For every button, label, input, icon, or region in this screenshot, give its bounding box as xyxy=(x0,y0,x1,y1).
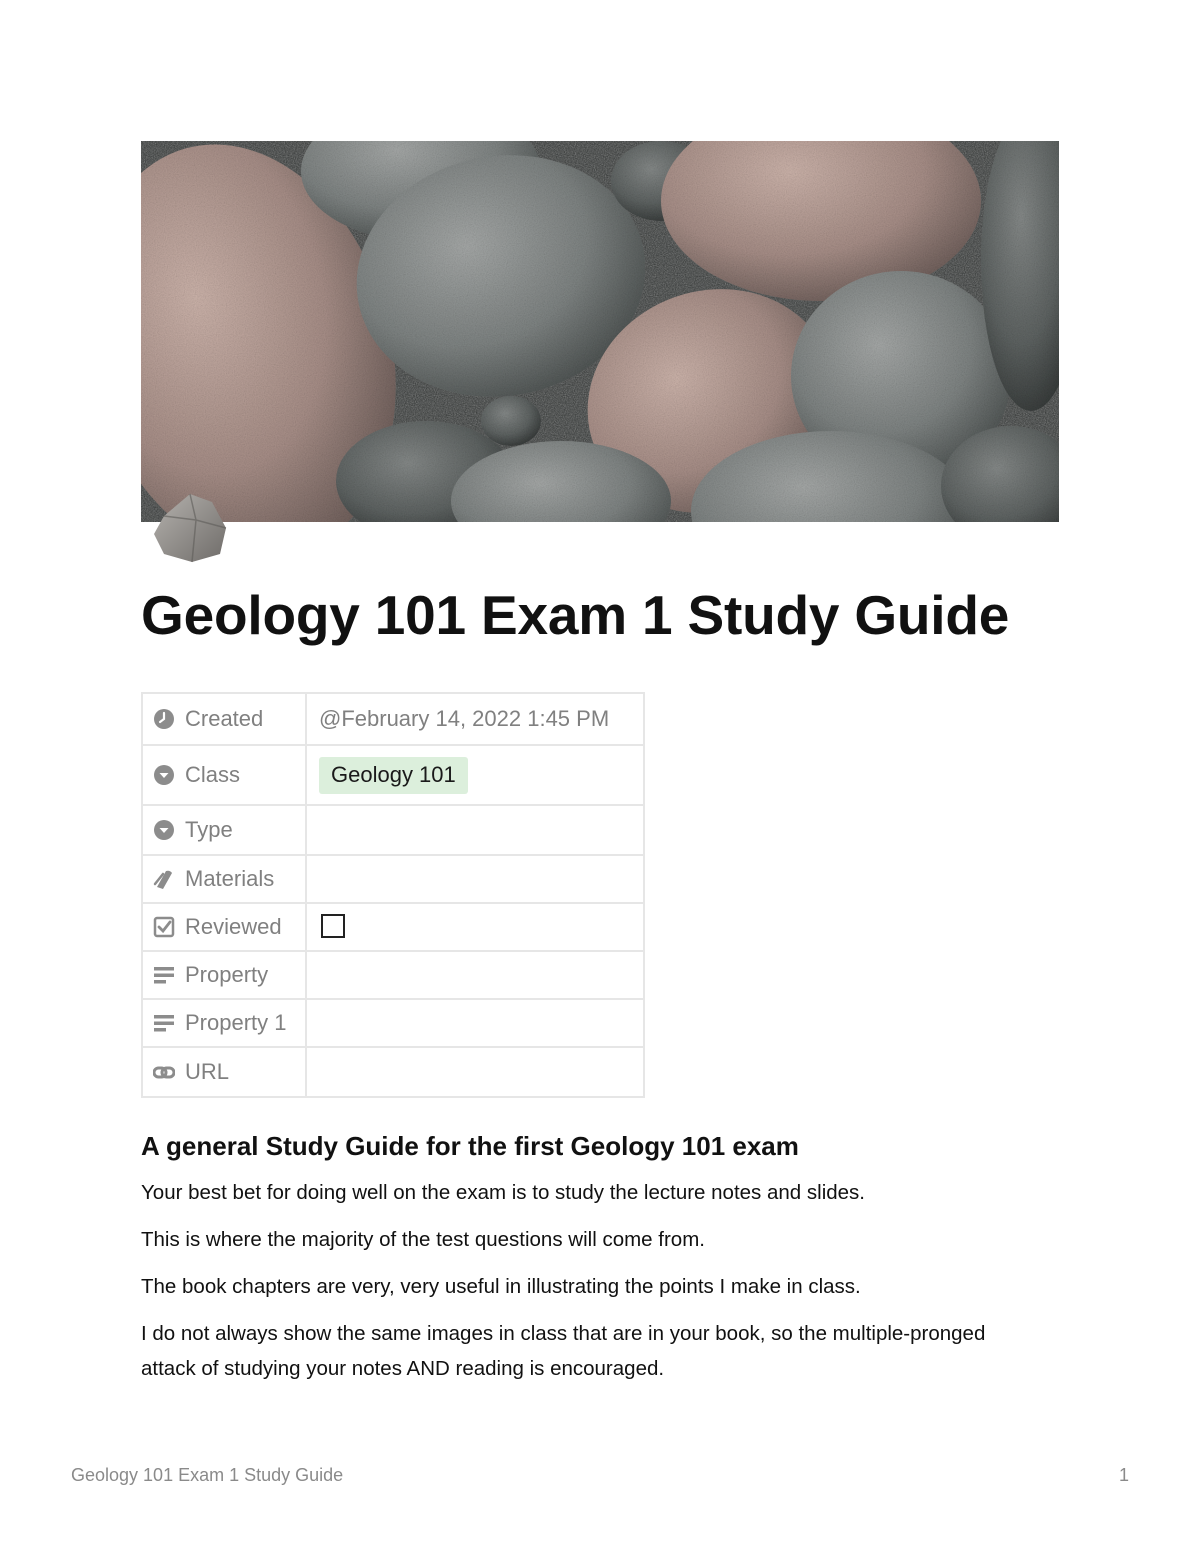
checkbox-icon xyxy=(153,916,175,938)
property-row-created[interactable] xyxy=(142,693,644,745)
property-row-url[interactable] xyxy=(142,1047,644,1097)
property-key xyxy=(142,693,306,745)
river-stones-photo xyxy=(141,141,1059,522)
property-row-class[interactable] xyxy=(142,745,644,805)
property-value-reviewed[interactable] xyxy=(306,903,644,951)
paragraph: Your best bet for doing well on the exam is to study the lecture notes and slides. xyxy=(141,1181,866,1204)
cover-image xyxy=(141,141,1059,522)
page-title: Geology 101 Exam 1 Study Guide xyxy=(141,584,1010,646)
property-value-url[interactable] xyxy=(306,1047,644,1097)
property-row-reviewed[interactable] xyxy=(142,903,644,951)
properties-table xyxy=(141,692,645,1098)
property-row-type[interactable] xyxy=(142,805,644,855)
property-key xyxy=(142,855,306,903)
property-key-label: URL xyxy=(185,1059,230,1084)
property-row-materials[interactable] xyxy=(142,855,644,903)
footer-title: Geology 101 Exam 1 Study Guide xyxy=(71,1465,344,1485)
text-icon xyxy=(153,1012,175,1034)
property-key-label: Type xyxy=(185,817,233,842)
property-value-property-1[interactable] xyxy=(306,999,644,1047)
page-number: 1 xyxy=(1118,1465,1129,1485)
select-icon xyxy=(153,819,175,841)
property-value-property[interactable] xyxy=(306,951,644,999)
property-key xyxy=(142,951,306,999)
property-key xyxy=(142,903,306,951)
paragraph: The book chapters are very, very useful in illustrating the points I make in class. xyxy=(141,1275,861,1298)
property-key xyxy=(142,999,306,1047)
property-key xyxy=(142,1047,306,1097)
rock-icon[interactable] xyxy=(150,488,230,566)
select-icon xyxy=(153,764,175,786)
file-icon xyxy=(153,868,175,890)
property-key-label: Reviewed xyxy=(185,914,282,939)
property-value-type[interactable] xyxy=(306,805,644,855)
text-icon xyxy=(153,964,175,986)
property-key-label: Property xyxy=(185,962,269,987)
property-value-materials[interactable] xyxy=(306,855,644,903)
property-row-property[interactable] xyxy=(142,951,644,999)
property-key-label: Created xyxy=(185,706,264,731)
property-key-label: Materials xyxy=(185,866,275,891)
property-value-created[interactable]: @February 14, 2022 1:45 PM xyxy=(306,693,644,745)
class-tag[interactable]: Geology 101 xyxy=(319,757,468,794)
property-value-class[interactable] xyxy=(306,745,644,805)
clock-icon xyxy=(153,708,175,730)
property-key-label: Property 1 xyxy=(185,1010,287,1035)
section-heading: A general Study Guide for the first Geology 101 exam xyxy=(141,1131,799,1161)
property-row-property-1[interactable] xyxy=(142,999,644,1047)
property-key-label: Class xyxy=(185,762,241,787)
property-key xyxy=(142,805,306,855)
reviewed-checkbox[interactable] xyxy=(321,914,345,938)
property-key xyxy=(142,745,306,805)
link-icon xyxy=(153,1061,175,1083)
paragraph: I do not always show the same images in class that are in your book, so the multiple-pronged attack of studying your notes AND reading is encouraged. xyxy=(141,1322,986,1380)
paragraph: This is where the majority of the test questions will come from. xyxy=(141,1228,705,1251)
